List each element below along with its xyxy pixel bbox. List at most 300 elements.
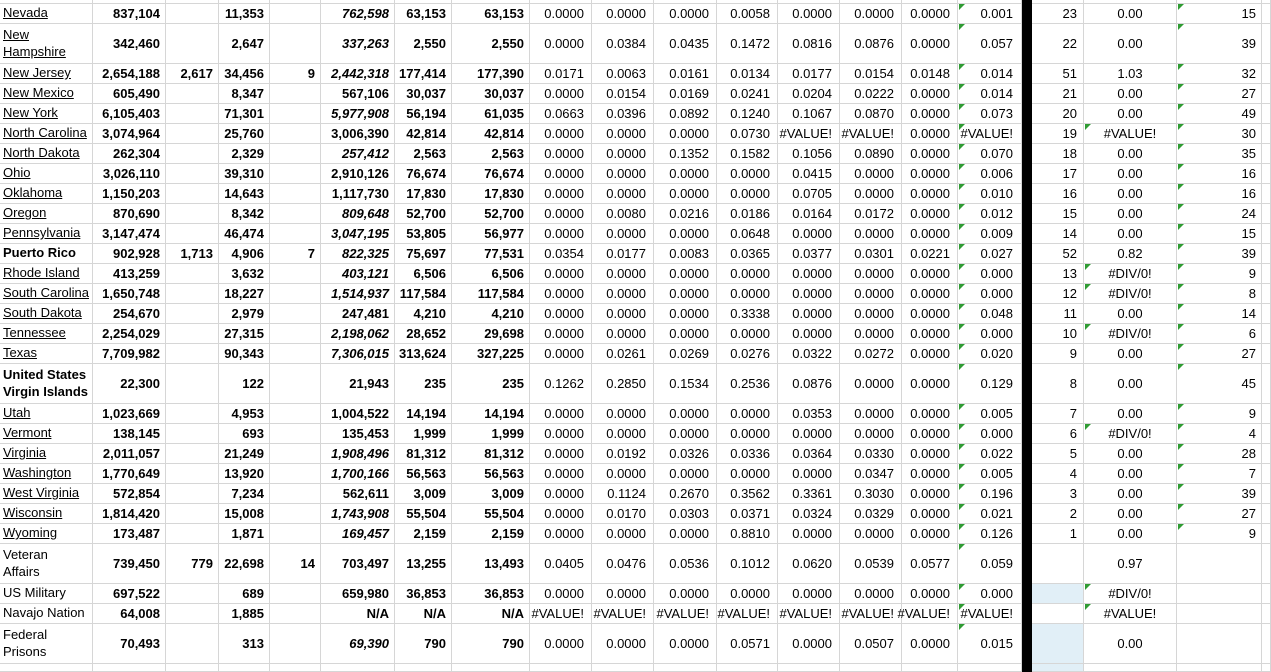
state-cell-texas[interactable]: [0, 344, 93, 364]
cell-new-jersey-count[interactable]: 32: [1177, 64, 1262, 84]
cell-wisconsin-dec3[interactable]: 0.0303: [654, 504, 717, 524]
cell-south-carolina-ratio[interactable]: #DIV/0!: [1084, 284, 1177, 304]
cell-new-mexico-count[interactable]: 27: [1177, 84, 1262, 104]
cell-virginia-dec5[interactable]: 0.0364: [778, 444, 840, 464]
cell-veteran-affairs-dec1[interactable]: 0.0405: [530, 544, 592, 584]
cell-new-mexico-num-b[interactable]: 30,037: [452, 84, 530, 104]
cell-new-hampshire-dec2[interactable]: 0.0384: [592, 24, 654, 64]
cell-wisconsin-flagged[interactable]: 0.021: [958, 504, 1022, 524]
cell-wyoming-dec4[interactable]: 0.8810: [717, 524, 778, 544]
cell-new-york-mid[interactable]: 71,301: [219, 104, 270, 124]
cell-federal-prisons-num-a[interactable]: 790: [395, 624, 452, 664]
cell-ohio-dec2[interactable]: 0.0000: [592, 164, 654, 184]
cell-new-hampshire-dec7[interactable]: 0.0000: [902, 24, 958, 64]
cell-north-dakota-dec1[interactable]: 0.0000: [530, 144, 592, 164]
cell-wyoming-dec3[interactable]: 0.0000: [654, 524, 717, 544]
cell-federal-prisons-dec7[interactable]: 0.0000: [902, 624, 958, 664]
cell-wisconsin-dec1[interactable]: 0.0000: [530, 504, 592, 524]
cell-south-dakota-adjusted[interactable]: 247,481: [321, 304, 395, 324]
cell-wisconsin-ratio[interactable]: 0.00: [1084, 504, 1177, 524]
cell-virginia-dec4[interactable]: 0.0336: [717, 444, 778, 464]
cell-new-york-ratio[interactable]: 0.00: [1084, 104, 1177, 124]
state-label-utah[interactable]: Utah: [3, 405, 31, 421]
cell-bottom-dec3[interactable]: [654, 664, 717, 672]
cell-south-carolina-adjusted[interactable]: 1,514,937: [321, 284, 395, 304]
cell-rhode-island-dec5[interactable]: 0.0000: [778, 264, 840, 284]
cell-oklahoma-count[interactable]: 16: [1177, 184, 1262, 204]
cell-federal-prisons-edge[interactable]: [1262, 624, 1271, 664]
cell-new-mexico-dec5[interactable]: 0.0204: [778, 84, 840, 104]
cell-united-states-virgin-islands-num-a[interactable]: 235: [395, 364, 452, 404]
cell-utah-dec2[interactable]: 0.0000: [592, 404, 654, 424]
cell-new-jersey-dec5[interactable]: 0.0177: [778, 64, 840, 84]
cell-ohio-rank[interactable]: 17: [1032, 164, 1084, 184]
cell-us-military-num-b[interactable]: 36,853: [452, 584, 530, 604]
cell-nevada-rank[interactable]: 23: [1032, 4, 1084, 24]
cell-new-jersey-dec1[interactable]: 0.0171: [530, 64, 592, 84]
cell-ohio-ratio[interactable]: 0.00: [1084, 164, 1177, 184]
cell-south-dakota-num-b[interactable]: 4,210: [452, 304, 530, 324]
cell-oklahoma-mid[interactable]: 14,643: [219, 184, 270, 204]
cell-bottom-dec7[interactable]: [902, 664, 958, 672]
cell-virginia-dec3[interactable]: 0.0326: [654, 444, 717, 464]
cell-new-jersey-dec4[interactable]: 0.0134: [717, 64, 778, 84]
cell-vermont-dec2[interactable]: 0.0000: [592, 424, 654, 444]
cell-south-dakota-dec7[interactable]: 0.0000: [902, 304, 958, 324]
cell-south-carolina-total[interactable]: 1,650,748: [93, 284, 166, 304]
cell-ohio-total[interactable]: 3,026,110: [93, 164, 166, 184]
cell-federal-prisons-total[interactable]: 70,493: [93, 624, 166, 664]
cell-utah-mid[interactable]: 4,953: [219, 404, 270, 424]
state-cell-navajo-nation[interactable]: [0, 604, 93, 624]
state-cell-us-military[interactable]: [0, 584, 93, 604]
cell-north-dakota-mid[interactable]: 2,329: [219, 144, 270, 164]
cell-ohio-count[interactable]: 16: [1177, 164, 1262, 184]
cell-tennessee-mid[interactable]: 27,315: [219, 324, 270, 344]
cell-us-military-added-b[interactable]: [270, 584, 321, 604]
cell-new-york-num-a[interactable]: 56,194: [395, 104, 452, 124]
cell-north-carolina-num-a[interactable]: 42,814: [395, 124, 452, 144]
cell-north-dakota-dec5[interactable]: 0.1056: [778, 144, 840, 164]
cell-puerto-rico-dec2[interactable]: 0.0177: [592, 244, 654, 264]
cell-north-carolina-adjusted[interactable]: 3,006,390: [321, 124, 395, 144]
cell-wyoming-adjusted[interactable]: 169,457: [321, 524, 395, 544]
cell-pennsylvania-adjusted[interactable]: 3,047,195: [321, 224, 395, 244]
cell-north-carolina-added-a[interactable]: [166, 124, 219, 144]
cell-nevada-dec6[interactable]: 0.0000: [840, 4, 902, 24]
cell-south-dakota-edge[interactable]: [1262, 304, 1271, 324]
cell-oklahoma-flagged[interactable]: 0.010: [958, 184, 1022, 204]
cell-pennsylvania-added-a[interactable]: [166, 224, 219, 244]
cell-south-carolina-flagged[interactable]: 0.000: [958, 284, 1022, 304]
cell-north-dakota-dec7[interactable]: 0.0000: [902, 144, 958, 164]
cell-pennsylvania-dec2[interactable]: 0.0000: [592, 224, 654, 244]
cell-virginia-added-a[interactable]: [166, 444, 219, 464]
cell-united-states-virgin-islands-num-b[interactable]: 235: [452, 364, 530, 404]
cell-puerto-rico-dec6[interactable]: 0.0301: [840, 244, 902, 264]
cell-veteran-affairs-dec7[interactable]: 0.0577: [902, 544, 958, 584]
cell-south-carolina-dec6[interactable]: 0.0000: [840, 284, 902, 304]
cell-vermont-edge[interactable]: [1262, 424, 1271, 444]
cell-west-virginia-dec6[interactable]: 0.3030: [840, 484, 902, 504]
cell-south-carolina-added-b[interactable]: [270, 284, 321, 304]
cell-bottom-state[interactable]: [0, 664, 93, 672]
cell-north-carolina-dec2[interactable]: 0.0000: [592, 124, 654, 144]
cell-new-jersey-total[interactable]: 2,654,188: [93, 64, 166, 84]
cell-oregon-ratio[interactable]: 0.00: [1084, 204, 1177, 224]
cell-united-states-virgin-islands-count[interactable]: 45: [1177, 364, 1262, 404]
cell-rhode-island-dec7[interactable]: 0.0000: [902, 264, 958, 284]
cell-new-york-rank[interactable]: 20: [1032, 104, 1084, 124]
cell-vermont-mid[interactable]: 693: [219, 424, 270, 444]
cell-rhode-island-num-b[interactable]: 6,506: [452, 264, 530, 284]
cell-navajo-nation-count[interactable]: [1177, 604, 1262, 624]
cell-utah-edge[interactable]: [1262, 404, 1271, 424]
cell-wisconsin-dec5[interactable]: 0.0324: [778, 504, 840, 524]
cell-tennessee-num-a[interactable]: 28,652: [395, 324, 452, 344]
cell-federal-prisons-adjusted[interactable]: 69,390: [321, 624, 395, 664]
cell-vermont-count[interactable]: 4: [1177, 424, 1262, 444]
cell-texas-dec6[interactable]: 0.0272: [840, 344, 902, 364]
cell-virginia-count[interactable]: 28: [1177, 444, 1262, 464]
cell-ohio-added-b[interactable]: [270, 164, 321, 184]
cell-north-carolina-dec4[interactable]: 0.0730: [717, 124, 778, 144]
cell-bottom-count[interactable]: [1177, 664, 1262, 672]
cell-north-carolina-dec5[interactable]: #VALUE!: [778, 124, 840, 144]
cell-virginia-added-b[interactable]: [270, 444, 321, 464]
cell-nevada-count[interactable]: 15: [1177, 4, 1262, 24]
cell-south-carolina-mid[interactable]: 18,227: [219, 284, 270, 304]
cell-ohio-flagged[interactable]: 0.006: [958, 164, 1022, 184]
cell-north-dakota-rank[interactable]: 18: [1032, 144, 1084, 164]
cell-north-carolina-count[interactable]: 30: [1177, 124, 1262, 144]
cell-rhode-island-dec4[interactable]: 0.0000: [717, 264, 778, 284]
cell-nevada-num-b[interactable]: 63,153: [452, 4, 530, 24]
state-label-virginia[interactable]: Virginia: [3, 445, 47, 461]
cell-bottom-added-b[interactable]: [270, 664, 321, 672]
state-label-oklahoma[interactable]: Oklahoma: [3, 185, 63, 201]
cell-south-dakota-dec1[interactable]: 0.0000: [530, 304, 592, 324]
cell-virginia-total[interactable]: 2,011,057: [93, 444, 166, 464]
cell-north-carolina-ratio[interactable]: #VALUE!: [1084, 124, 1177, 144]
cell-veteran-affairs-ratio[interactable]: 0.97: [1084, 544, 1177, 584]
cell-tennessee-edge[interactable]: [1262, 324, 1271, 344]
cell-wyoming-count[interactable]: 9: [1177, 524, 1262, 544]
cell-puerto-rico-added-b[interactable]: 7: [270, 244, 321, 264]
cell-navajo-nation-dec4[interactable]: #VALUE!: [717, 604, 778, 624]
cell-puerto-rico-num-a[interactable]: 75,697: [395, 244, 452, 264]
cell-texas-dec2[interactable]: 0.0261: [592, 344, 654, 364]
cell-new-york-added-b[interactable]: [270, 104, 321, 124]
cell-wyoming-dec2[interactable]: 0.0000: [592, 524, 654, 544]
state-label-north-carolina[interactable]: North Carolina: [3, 125, 87, 141]
cell-texas-dec4[interactable]: 0.0276: [717, 344, 778, 364]
cell-oklahoma-added-b[interactable]: [270, 184, 321, 204]
cell-puerto-rico-adjusted[interactable]: 822,325: [321, 244, 395, 264]
cell-wisconsin-adjusted[interactable]: 1,743,908: [321, 504, 395, 524]
cell-wisconsin-dec6[interactable]: 0.0329: [840, 504, 902, 524]
cell-new-jersey-dec7[interactable]: 0.0148: [902, 64, 958, 84]
state-cell-north-dakota[interactable]: [0, 144, 93, 164]
cell-united-states-virgin-islands-added-a[interactable]: [166, 364, 219, 404]
cell-washington-edge[interactable]: [1262, 464, 1271, 484]
cell-north-dakota-adjusted[interactable]: 257,412: [321, 144, 395, 164]
cell-bottom-mid[interactable]: [219, 664, 270, 672]
cell-oregon-adjusted[interactable]: 809,648: [321, 204, 395, 224]
cell-washington-dec3[interactable]: 0.0000: [654, 464, 717, 484]
cell-west-virginia-adjusted[interactable]: 562,611: [321, 484, 395, 504]
cell-nevada-num-a[interactable]: 63,153: [395, 4, 452, 24]
cell-west-virginia-edge[interactable]: [1262, 484, 1271, 504]
state-label-oregon[interactable]: Oregon: [3, 205, 47, 221]
cell-west-virginia-dec5[interactable]: 0.3361: [778, 484, 840, 504]
cell-tennessee-num-b[interactable]: 29,698: [452, 324, 530, 344]
cell-nevada-flagged[interactable]: 0.001: [958, 4, 1022, 24]
cell-north-dakota-dec3[interactable]: 0.1352: [654, 144, 717, 164]
cell-wyoming-dec7[interactable]: 0.0000: [902, 524, 958, 544]
state-cell-new-mexico[interactable]: [0, 84, 93, 104]
cell-nevada-added-b[interactable]: [270, 4, 321, 24]
cell-rhode-island-added-a[interactable]: [166, 264, 219, 284]
cell-navajo-nation-added-a[interactable]: [166, 604, 219, 624]
cell-us-military-dec6[interactable]: 0.0000: [840, 584, 902, 604]
state-label-south-dakota[interactable]: South Dakota: [3, 305, 82, 321]
cell-utah-total[interactable]: 1,023,669: [93, 404, 166, 424]
cell-new-hampshire-dec4[interactable]: 0.1472: [717, 24, 778, 64]
cell-bottom-dec6[interactable]: [840, 664, 902, 672]
cell-south-carolina-dec2[interactable]: 0.0000: [592, 284, 654, 304]
state-cell-virginia[interactable]: [0, 444, 93, 464]
state-cell-united-states-virgin-islands[interactable]: [0, 364, 93, 404]
cell-new-hampshire-added-a[interactable]: [166, 24, 219, 64]
cell-new-mexico-mid[interactable]: 8,347: [219, 84, 270, 104]
cell-south-dakota-num-a[interactable]: 4,210: [395, 304, 452, 324]
cell-new-york-count[interactable]: 49: [1177, 104, 1262, 124]
cell-new-hampshire-added-b[interactable]: [270, 24, 321, 64]
cell-texas-rank[interactable]: 9: [1032, 344, 1084, 364]
cell-new-mexico-ratio[interactable]: 0.00: [1084, 84, 1177, 104]
cell-rhode-island-num-a[interactable]: 6,506: [395, 264, 452, 284]
state-label-new-york[interactable]: New York: [3, 105, 58, 121]
cell-rhode-island-dec6[interactable]: 0.0000: [840, 264, 902, 284]
cell-west-virginia-dec7[interactable]: 0.0000: [902, 484, 958, 504]
cell-united-states-virgin-islands-ratio[interactable]: 0.00: [1084, 364, 1177, 404]
state-cell-new-jersey[interactable]: [0, 64, 93, 84]
cell-north-carolina-dec3[interactable]: 0.0000: [654, 124, 717, 144]
cell-north-dakota-added-b[interactable]: [270, 144, 321, 164]
state-label-south-carolina[interactable]: South Carolina: [3, 285, 89, 301]
cell-virginia-dec6[interactable]: 0.0330: [840, 444, 902, 464]
cell-washington-dec6[interactable]: 0.0347: [840, 464, 902, 484]
cell-us-military-rank[interactable]: [1032, 584, 1084, 604]
cell-united-states-virgin-islands-dec2[interactable]: 0.2850: [592, 364, 654, 404]
cell-us-military-dec3[interactable]: 0.0000: [654, 584, 717, 604]
cell-virginia-num-b[interactable]: 81,312: [452, 444, 530, 464]
cell-pennsylvania-added-b[interactable]: [270, 224, 321, 244]
cell-bottom-added-a[interactable]: [166, 664, 219, 672]
cell-navajo-nation-mid[interactable]: 1,885: [219, 604, 270, 624]
cell-west-virginia-dec1[interactable]: 0.0000: [530, 484, 592, 504]
cell-tennessee-dec1[interactable]: 0.0000: [530, 324, 592, 344]
cell-west-virginia-num-b[interactable]: 3,009: [452, 484, 530, 504]
cell-wyoming-dec6[interactable]: 0.0000: [840, 524, 902, 544]
cell-pennsylvania-edge[interactable]: [1262, 224, 1271, 244]
cell-federal-prisons-flagged[interactable]: 0.015: [958, 624, 1022, 664]
cell-puerto-rico-dec3[interactable]: 0.0083: [654, 244, 717, 264]
cell-pennsylvania-num-b[interactable]: 56,977: [452, 224, 530, 244]
cell-tennessee-rank[interactable]: 10: [1032, 324, 1084, 344]
cell-north-dakota-dec2[interactable]: 0.0000: [592, 144, 654, 164]
cell-ohio-dec6[interactable]: 0.0000: [840, 164, 902, 184]
state-cell-south-carolina[interactable]: [0, 284, 93, 304]
cell-oklahoma-dec7[interactable]: 0.0000: [902, 184, 958, 204]
cell-new-mexico-total[interactable]: 605,490: [93, 84, 166, 104]
cell-south-dakota-mid[interactable]: 2,979: [219, 304, 270, 324]
cell-west-virginia-count[interactable]: 39: [1177, 484, 1262, 504]
cell-south-carolina-added-a[interactable]: [166, 284, 219, 304]
cell-new-hampshire-dec5[interactable]: 0.0816: [778, 24, 840, 64]
cell-new-jersey-dec2[interactable]: 0.0063: [592, 64, 654, 84]
state-label-vermont[interactable]: Vermont: [3, 425, 52, 441]
cell-south-dakota-flagged[interactable]: 0.048: [958, 304, 1022, 324]
state-cell-oregon[interactable]: [0, 204, 93, 224]
cell-oklahoma-edge[interactable]: [1262, 184, 1271, 204]
cell-wyoming-flagged[interactable]: 0.126: [958, 524, 1022, 544]
cell-wyoming-num-b[interactable]: 2,159: [452, 524, 530, 544]
cell-texas-total[interactable]: 7,709,982: [93, 344, 166, 364]
cell-utah-flagged[interactable]: 0.005: [958, 404, 1022, 424]
cell-texas-num-a[interactable]: 313,624: [395, 344, 452, 364]
cell-washington-ratio[interactable]: 0.00: [1084, 464, 1177, 484]
cell-south-dakota-dec2[interactable]: 0.0000: [592, 304, 654, 324]
cell-pennsylvania-dec4[interactable]: 0.0648: [717, 224, 778, 244]
state-label-tennessee[interactable]: Tennessee: [3, 325, 66, 341]
cell-texas-flagged[interactable]: 0.020: [958, 344, 1022, 364]
state-cell-wisconsin[interactable]: [0, 504, 93, 524]
cell-tennessee-dec2[interactable]: 0.0000: [592, 324, 654, 344]
cell-oklahoma-dec6[interactable]: 0.0000: [840, 184, 902, 204]
state-cell-rhode-island[interactable]: [0, 264, 93, 284]
cell-new-jersey-edge[interactable]: [1262, 64, 1271, 84]
cell-washington-flagged[interactable]: 0.005: [958, 464, 1022, 484]
cell-federal-prisons-dec5[interactable]: 0.0000: [778, 624, 840, 664]
cell-utah-num-b[interactable]: 14,194: [452, 404, 530, 424]
cell-vermont-dec7[interactable]: 0.0000: [902, 424, 958, 444]
cell-federal-prisons-added-b[interactable]: [270, 624, 321, 664]
cell-south-carolina-dec3[interactable]: 0.0000: [654, 284, 717, 304]
cell-new-york-dec5[interactable]: 0.1067: [778, 104, 840, 124]
cell-vermont-num-a[interactable]: 1,999: [395, 424, 452, 444]
cell-veteran-affairs-mid[interactable]: 22,698: [219, 544, 270, 584]
cell-virginia-ratio[interactable]: 0.00: [1084, 444, 1177, 464]
cell-new-mexico-num-a[interactable]: 30,037: [395, 84, 452, 104]
cell-virginia-dec2[interactable]: 0.0192: [592, 444, 654, 464]
cell-bottom-flagged[interactable]: [958, 664, 1022, 672]
cell-bottom-ratio[interactable]: [1084, 664, 1177, 672]
cell-navajo-nation-added-b[interactable]: [270, 604, 321, 624]
cell-south-dakota-dec5[interactable]: 0.0000: [778, 304, 840, 324]
cell-oklahoma-num-a[interactable]: 17,830: [395, 184, 452, 204]
cell-united-states-virgin-islands-dec6[interactable]: 0.0000: [840, 364, 902, 404]
cell-pennsylvania-ratio[interactable]: 0.00: [1084, 224, 1177, 244]
cell-rhode-island-ratio[interactable]: #DIV/0!: [1084, 264, 1177, 284]
cell-north-dakota-added-a[interactable]: [166, 144, 219, 164]
cell-nevada-total[interactable]: 837,104: [93, 4, 166, 24]
cell-tennessee-total[interactable]: 2,254,029: [93, 324, 166, 344]
cell-wyoming-mid[interactable]: 1,871: [219, 524, 270, 544]
cell-puerto-rico-count[interactable]: 39: [1177, 244, 1262, 264]
cell-south-carolina-count[interactable]: 8: [1177, 284, 1262, 304]
cell-oklahoma-added-a[interactable]: [166, 184, 219, 204]
state-label-nevada[interactable]: Nevada: [3, 5, 48, 21]
cell-new-york-added-a[interactable]: [166, 104, 219, 124]
cell-rhode-island-adjusted[interactable]: 403,121: [321, 264, 395, 284]
cell-new-hampshire-dec1[interactable]: 0.0000: [530, 24, 592, 64]
cell-utah-ratio[interactable]: 0.00: [1084, 404, 1177, 424]
cell-federal-prisons-added-a[interactable]: [166, 624, 219, 664]
cell-texas-edge[interactable]: [1262, 344, 1271, 364]
cell-north-carolina-dec1[interactable]: 0.0000: [530, 124, 592, 144]
cell-virginia-dec1[interactable]: 0.0000: [530, 444, 592, 464]
cell-federal-prisons-ratio[interactable]: 0.00: [1084, 624, 1177, 664]
cell-west-virginia-flagged[interactable]: 0.196: [958, 484, 1022, 504]
cell-rhode-island-flagged[interactable]: 0.000: [958, 264, 1022, 284]
cell-nevada-edge[interactable]: [1262, 4, 1271, 24]
cell-puerto-rico-total[interactable]: 902,928: [93, 244, 166, 264]
state-cell-vermont[interactable]: [0, 424, 93, 444]
cell-ohio-num-b[interactable]: 76,674: [452, 164, 530, 184]
state-cell-wyoming[interactable]: [0, 524, 93, 544]
cell-us-military-ratio[interactable]: #DIV/0!: [1084, 584, 1177, 604]
cell-oregon-dec2[interactable]: 0.0080: [592, 204, 654, 224]
cell-texas-mid[interactable]: 90,343: [219, 344, 270, 364]
cell-puerto-rico-flagged[interactable]: 0.027: [958, 244, 1022, 264]
state-label-texas[interactable]: Texas: [3, 345, 37, 361]
state-cell-washington[interactable]: [0, 464, 93, 484]
cell-tennessee-adjusted[interactable]: 2,198,062: [321, 324, 395, 344]
cell-new-mexico-dec1[interactable]: 0.0000: [530, 84, 592, 104]
cell-new-jersey-rank[interactable]: 51: [1032, 64, 1084, 84]
cell-navajo-nation-edge[interactable]: [1262, 604, 1271, 624]
cell-washington-dec1[interactable]: 0.0000: [530, 464, 592, 484]
cell-north-dakota-ratio[interactable]: 0.00: [1084, 144, 1177, 164]
cell-new-mexico-dec3[interactable]: 0.0169: [654, 84, 717, 104]
cell-navajo-nation-dec3[interactable]: #VALUE!: [654, 604, 717, 624]
cell-utah-dec4[interactable]: 0.0000: [717, 404, 778, 424]
cell-south-carolina-edge[interactable]: [1262, 284, 1271, 304]
cell-rhode-island-rank[interactable]: 13: [1032, 264, 1084, 284]
cell-new-hampshire-total[interactable]: 342,460: [93, 24, 166, 64]
cell-washington-count[interactable]: 7: [1177, 464, 1262, 484]
cell-us-military-adjusted[interactable]: 659,980: [321, 584, 395, 604]
cell-navajo-nation-dec5[interactable]: #VALUE!: [778, 604, 840, 624]
cell-nevada-mid[interactable]: 11,353: [219, 4, 270, 24]
cell-puerto-rico-num-b[interactable]: 77,531: [452, 244, 530, 264]
cell-oklahoma-adjusted[interactable]: 1,117,730: [321, 184, 395, 204]
cell-puerto-rico-dec5[interactable]: 0.0377: [778, 244, 840, 264]
cell-pennsylvania-dec1[interactable]: 0.0000: [530, 224, 592, 244]
cell-new-jersey-added-b[interactable]: 9: [270, 64, 321, 84]
cell-north-dakota-num-a[interactable]: 2,563: [395, 144, 452, 164]
cell-wisconsin-count[interactable]: 27: [1177, 504, 1262, 524]
state-cell-utah[interactable]: [0, 404, 93, 424]
state-label-new-mexico[interactable]: New Mexico: [3, 85, 74, 101]
cell-virginia-rank[interactable]: 5: [1032, 444, 1084, 464]
cell-pennsylvania-dec5[interactable]: 0.0000: [778, 224, 840, 244]
cell-new-mexico-dec6[interactable]: 0.0222: [840, 84, 902, 104]
cell-vermont-added-b[interactable]: [270, 424, 321, 444]
cell-washington-total[interactable]: 1,770,649: [93, 464, 166, 484]
